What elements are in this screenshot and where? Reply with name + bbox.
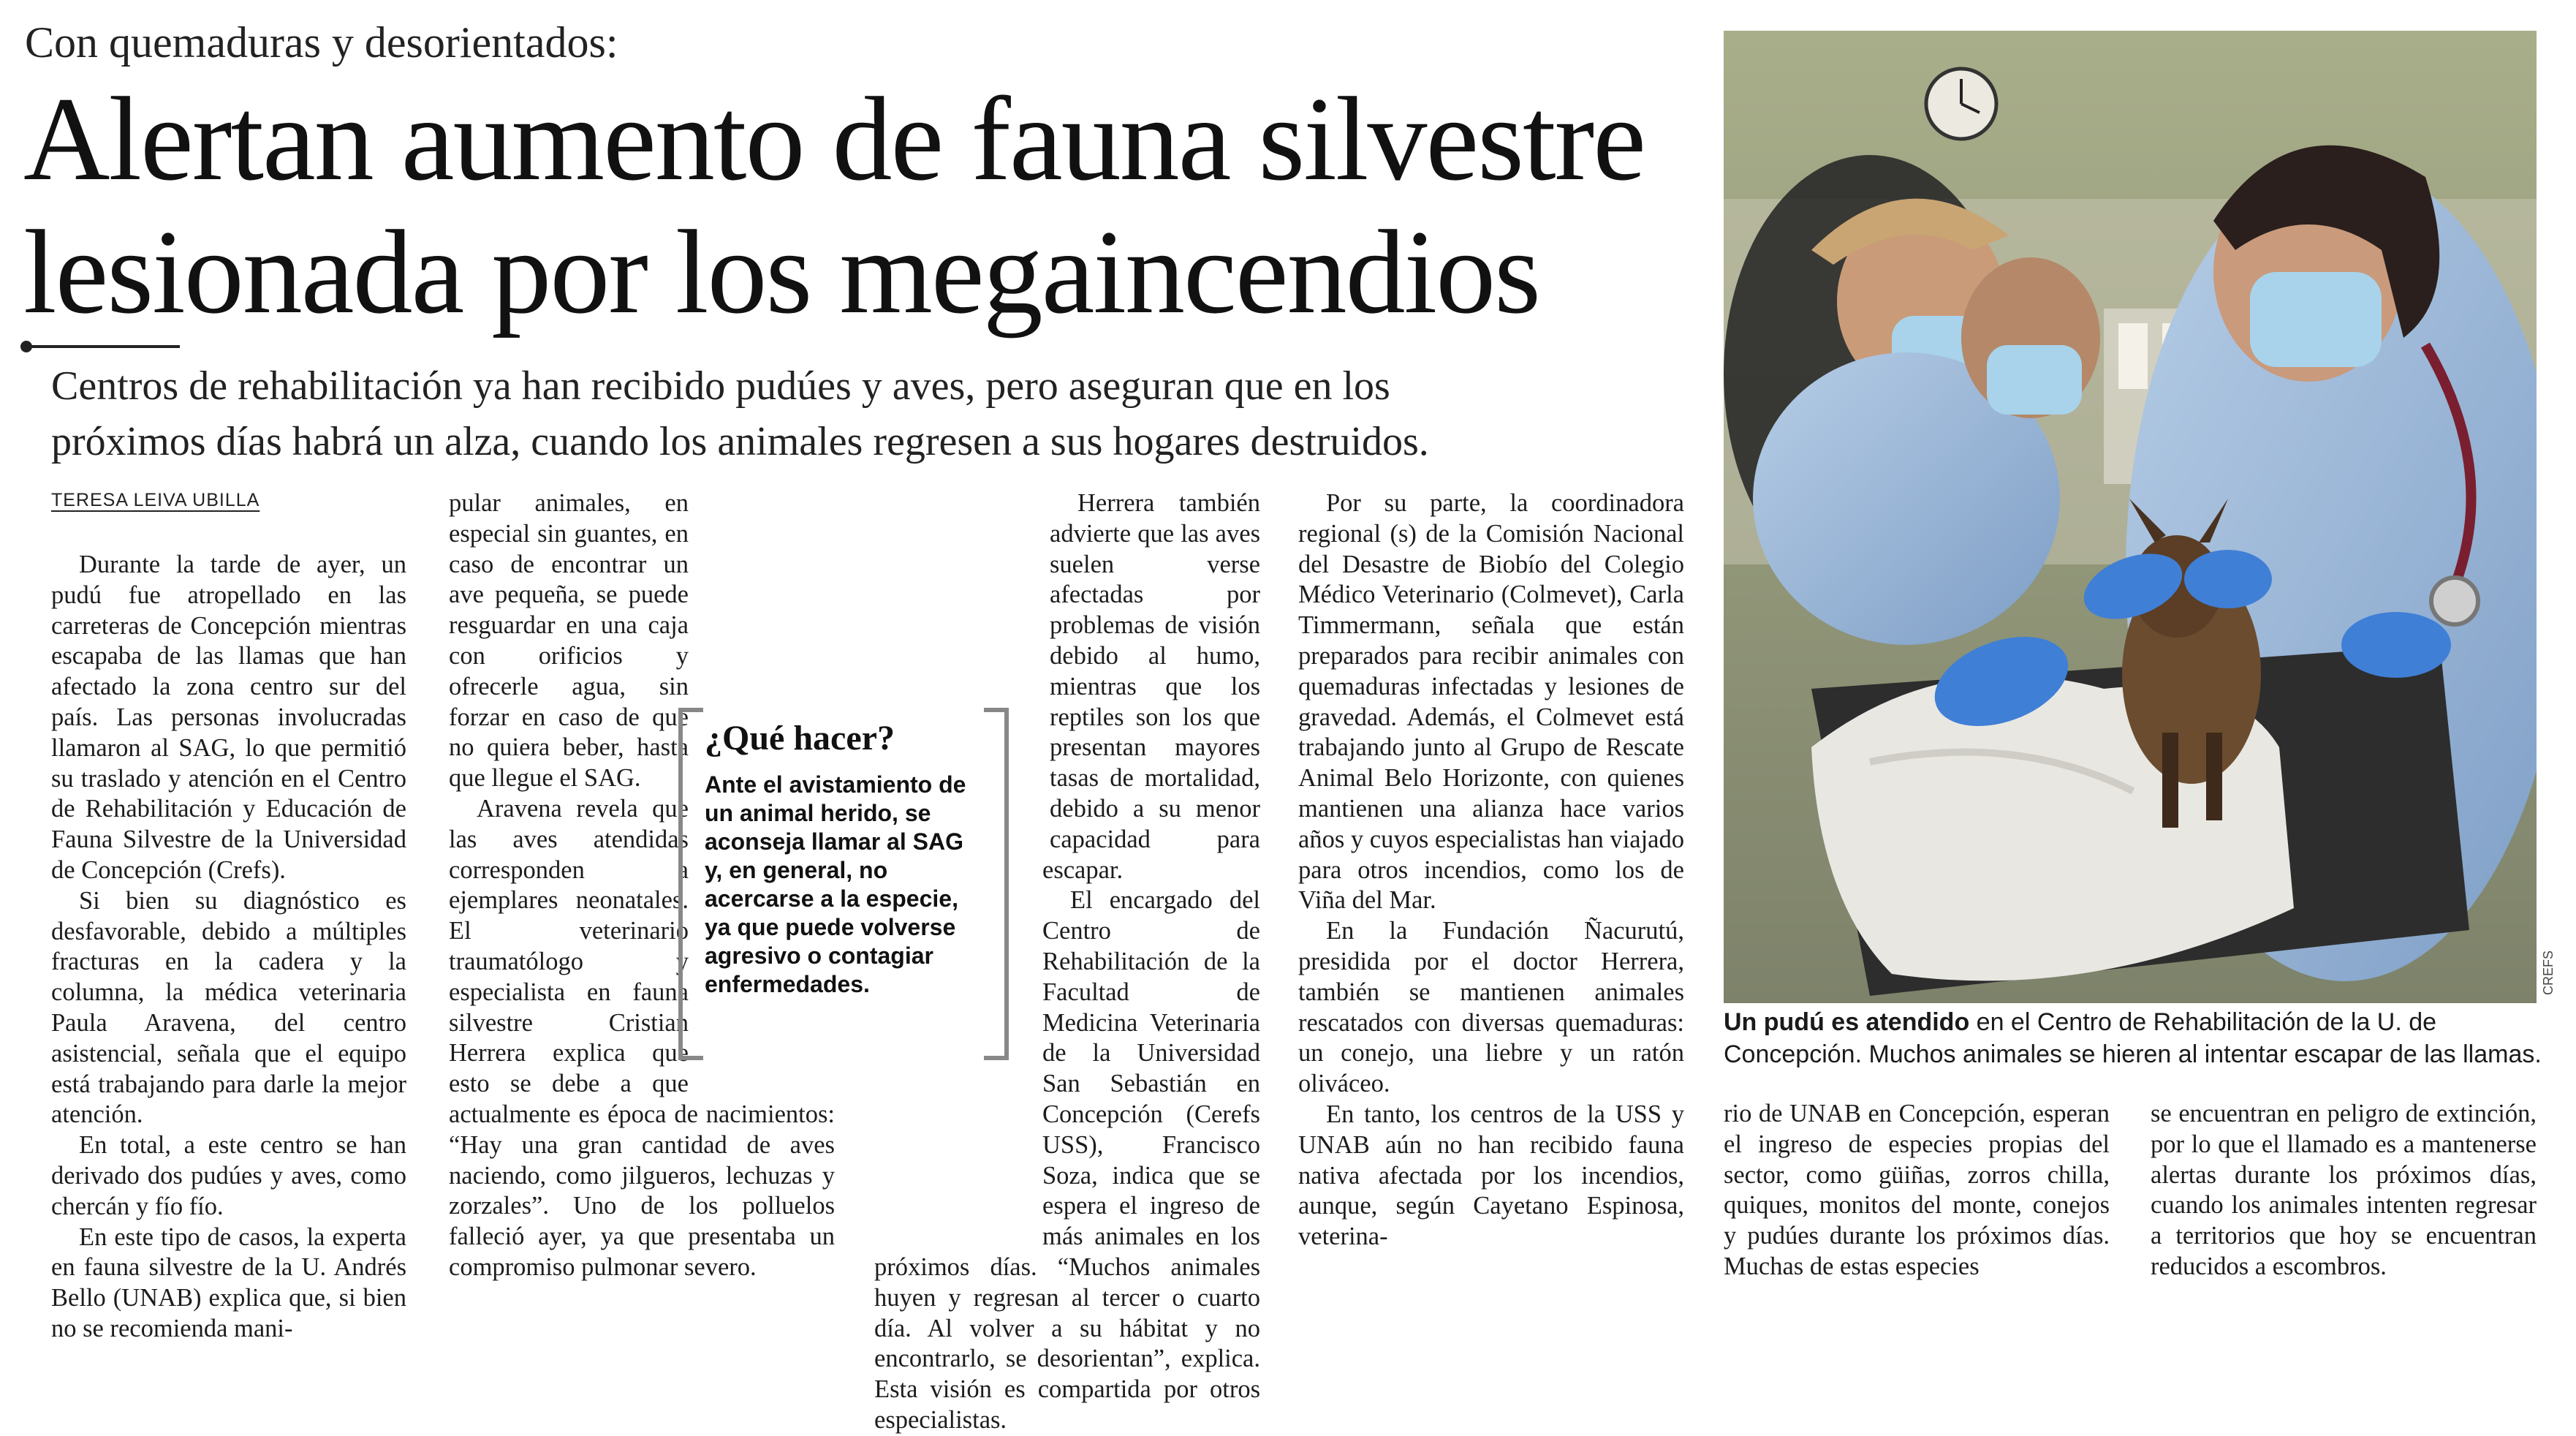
column-4 <box>1298 488 1684 1252</box>
paragraph: rio de UNAB en Concepción, esperan el ingreso de especies propias del sector, como güiñas, zorros chilla, quiques, monitos del monte, conejos y pudúes durante los próximos días. Muchas de estas especies <box>1724 1100 2110 1280</box>
box-text: Ante el avistamiento de un animal herido, se aconseja llamar al SAG y, en general, no acercarse a la especie, ya que puede volverse agresivo o contagiar enfermedades. <box>705 771 966 997</box>
kicker: Con quemaduras y desorientados: <box>25 18 618 67</box>
photo-caption <box>1724 1006 2550 1070</box>
caption-text: en el Centro de Rehabilitación de la U. de Concepción. Muchos animales se hieren al intentar escapar de las llamas. <box>1724 1008 2542 1068</box>
paragraph: En la Fundación Ñacurutú, presidida por el doctor Herrera, también se mantienen animales rescatados con diversas quemaduras: un conejo, una liebre y un ratón oliváceo. <box>1298 917 1684 1098</box>
box-title: ¿Qué hacer? <box>705 719 895 757</box>
paragraph: Si bien su diagnóstico es desfavorable, debido a múltiples fracturas en la cadera y la columna, la médica veterinaria Paula Aravena, del centro asistencial, señala que el equipo está trabajando para darle la mejor atención. <box>51 886 406 1129</box>
what-to-do-box <box>678 708 1009 1051</box>
deck-rule-dot <box>20 341 32 352</box>
paragraph: En total, a este centro se han derivado dos pudúes y aves, como chercán y fío fío. <box>51 1131 406 1220</box>
headline-line-1: Alertan aumento de fauna silvestre <box>23 73 1645 205</box>
column-1 <box>51 550 406 1345</box>
paragraph: Herrera también advierte que las aves suelen verse afectadas por problemas de visión debido al humo, mientras que los reptiles son los que presentan mayores tasas de mortalidad, debido a su menor capacidad para escapar. <box>1042 489 1260 884</box>
paragraph: Durante la tarde de ayer, un pudú fue atropellado en las carreteras de Concepción mientras escapaba de las llamas que han afectado la zona centro sur del país. Las personas involucradas llamaron al SAG, lo que permitió su traslado y atención en el Centro de Rehabilitación y Educación de Fauna Silvestre de la Universidad de Concepción (Crefs). <box>51 551 406 884</box>
paragraph: Aravena revela que las aves atendidas corresponden a ejemplares neonatales. El veterinario traumatólogo y especialista en fauna silvestre Cristian Herrera explica que esto se debe a que actualmente es época de nacimientos: “Hay una gran cantidad de aves naciendo, como jilgueros, lechuzas y zorzales”. Uno de los polluelos falleció ayer, ya que presentaba un compromiso pulmonar severo. <box>449 794 835 1281</box>
paragraph: En tanto, los centros de la USS y UNAB aún no han recibido fauna nativa afectada por los incendios, aunque, según Cayetano Espinosa, veterina- <box>1298 1100 1684 1251</box>
headline <box>23 73 1705 339</box>
paragraph: Por su parte, la coordinadora regional (s) de la Comisión Nacional del Desastre de Biobío del Colegio Médico Veterinario (Colmevet), Carla Timmermann, señala que están preparados para recibir animales con quemaduras infectadas y lesiones de gravedad. Además, el Colmevet está trabajando junto al Grupo de Rescate Animal Belo Horizonte, con quienes mantienen una alianza hace varios años y cuyos especialistas han viajado para otros incendios, como los de Viña del Mar. <box>1298 489 1684 915</box>
column-5 <box>1724 1099 2110 1282</box>
news-photo <box>1724 31 2537 1003</box>
paragraph: El encargado del Centro de Rehabilitación de la Facultad de Medicina Veterinaria de la Universidad San Sebastián en Concepción (Cerefs USS), Francisco Soza, indica que se espera el ingreso de más animales en los próximos días. “Muchos animales huyen y regresan al tercer o cuarto día. Al volver a su hábitat y no encontrarlo, se desorientan”, explica. Esta visión es compartida por otros especialistas. <box>874 886 1260 1434</box>
deck <box>51 358 1725 469</box>
left-bracket <box>678 708 703 1060</box>
paragraph: se encuentran en peligro de extinción, por lo que el llamado es a mantenerse alertas durante los próximos días, cuando los animales intenten regresar a territorios que hoy se encuentran reducidos a escombros. <box>2151 1100 2537 1280</box>
caption-lead: Un pudú es atendido <box>1724 1008 1970 1036</box>
headline-line-2: lesionada por los megaincendios <box>23 206 1540 339</box>
paragraph: En este tipo de casos, la experta en fauna silvestre de la U. Andrés Bello (UNAB) explica que, si bien no se recomienda mani- <box>51 1223 406 1342</box>
photo-illustration <box>1724 31 2537 1003</box>
paragraph: pular animales, en especial sin guantes, en caso de encontrar un ave pequeña, se puede resguardar en una caja con orificios y ofrecerle agua, sin forzar en caso de que no quiera beber, hasta que llegue el SAG. <box>449 489 689 793</box>
right-bracket <box>984 708 1009 1060</box>
deck-line-2: próximos días habrá un alza, cuando los animales regresen a sus hogares destruidos. <box>51 419 1429 464</box>
photo-credit: CREFS <box>2541 951 2556 996</box>
deck-rule <box>25 345 180 348</box>
column-6 <box>2151 1099 2537 1282</box>
deck-line-1: Centros de rehabilitación ya han recibido pudúes y aves, pero aseguran que en los <box>51 363 1390 409</box>
byline: TERESA LEIVA UBILLA <box>51 490 260 510</box>
